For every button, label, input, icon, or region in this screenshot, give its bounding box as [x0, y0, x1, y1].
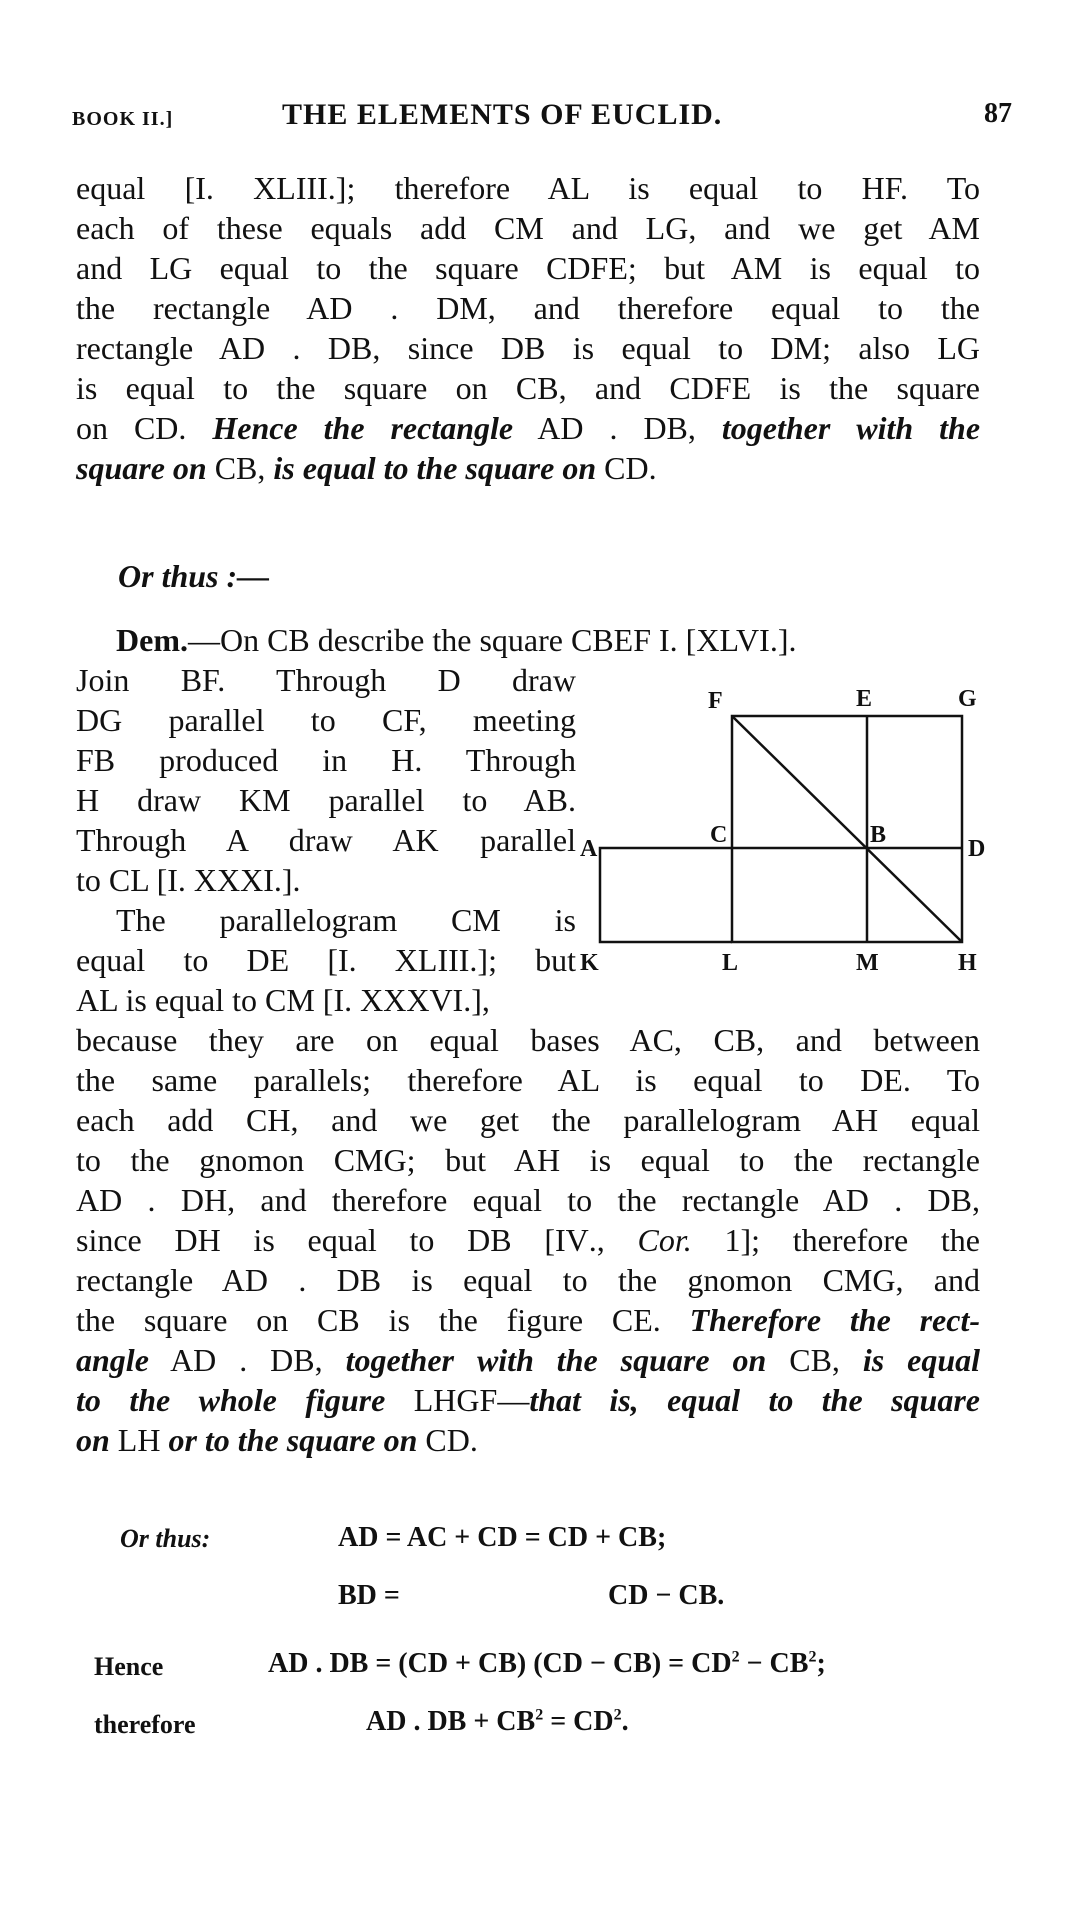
text-line: the rectangle AD . DM, and therefore equal to the — [76, 290, 980, 326]
text-line: rectangle AD . DB, since DB is equal to DM; also LG — [76, 330, 980, 366]
label-e: E — [856, 686, 873, 712]
parallelogram-ak — [600, 848, 732, 942]
text-line: the same parallels; therefore AL is equal to DE. To — [76, 1062, 980, 1098]
text-line: Join BF. Through D draw — [76, 662, 576, 698]
text-line: on LH or to the square on CD. — [76, 1422, 478, 1458]
text-line: Through A draw AK parallel — [76, 822, 576, 858]
page-number: 87 — [984, 98, 1012, 129]
text-line: angle AD . DB, together with the square on CB, is equal — [76, 1342, 981, 1378]
alg-therefore: therefore — [94, 1710, 196, 1739]
text-line: equal [I. XLIII.]; therefore AL is equal to HF. To — [76, 170, 981, 206]
text-line: to the whole figure LHGF—that is, equal to the square — [76, 1382, 981, 1418]
text-line: FB produced in H. Through — [76, 742, 576, 778]
alg-row-3: AD . DB = (CD + CB) $(CD - CB) = CD^2 - CB^2$; — [268, 1648, 826, 1679]
label-c: C — [710, 822, 728, 848]
text-line: The parallelogram CM is — [116, 902, 576, 938]
text-line: each of these equals add CM and LG, and we get AM — [76, 210, 980, 246]
label-k: K — [580, 950, 599, 976]
text-line: to the gnomon CMG; but AH is equal to the rectangle — [76, 1142, 980, 1178]
text-line: to CL [I. XXXI.]. — [76, 862, 301, 898]
alg-hence: Hence — [94, 1652, 164, 1681]
paragraph-proof-end — [76, 168, 980, 488]
geometric-figure — [580, 680, 1000, 1000]
text-line: is equal to the square on CB, and CDFE is the square — [76, 370, 980, 406]
alg-or-thus: Or thus: — [120, 1524, 211, 1553]
diagonal-fh — [732, 716, 962, 942]
alg-row-2-right: CD − CB. — [608, 1580, 725, 1611]
alg-row-2-left: BD = — [338, 1580, 400, 1611]
book-label: BOOK II.] — [72, 108, 174, 130]
section-heading: Or thus :— — [118, 558, 270, 594]
label-l: L — [722, 950, 739, 976]
figure-svg — [580, 680, 1000, 1000]
alg-row-4: AD . DB + $CB^2 = CD^2$. — [366, 1706, 629, 1737]
text-line: equal to DE [I. XLIII.]; but — [76, 942, 576, 978]
text-line: because they are on equal bases AC, CB, and between — [76, 1022, 980, 1058]
label-d: D — [968, 836, 986, 862]
text-line: AD . DH, and therefore equal to the rectangle AD . DB, — [76, 1182, 980, 1218]
text-line: the square on CB is the figure CE. Therefore the rect- — [76, 1302, 981, 1338]
text-line: H draw KM parallel to AB. — [76, 782, 576, 818]
narrow-column — [76, 660, 576, 1020]
text-line: Dem.—On CB describe the square CBEF I. [XLVI.]. — [116, 622, 797, 658]
label-f: F — [708, 688, 723, 714]
text-line: square on CB, is equal to the square on CD. — [76, 450, 657, 486]
label-a: A — [580, 836, 598, 862]
text-line: DG parallel to CF, meeting — [76, 702, 576, 738]
page-title: THE ELEMENTS OF EUCLID. — [282, 98, 723, 131]
label-m: M — [856, 950, 879, 976]
text-line: rectangle AD . DB is equal to the gnomon CMG, and — [76, 1262, 980, 1298]
running-head — [72, 98, 1012, 138]
label-h: H — [958, 950, 977, 976]
label-b: B — [870, 822, 887, 848]
text-line: AL is equal to CM [I. XXXVI.], — [76, 982, 490, 1018]
text-line: and LG equal to the square CDFE; but AM is equal to — [76, 250, 980, 286]
alg-row-1: AD = AC + CD = CD + CB; — [338, 1522, 667, 1553]
text-line: since DH is equal to DB [IV., Cor. 1]; therefore the — [76, 1222, 981, 1258]
label-g: G — [958, 686, 977, 712]
text-line: on CD. Hence the rectangle AD . DB, together with the — [76, 410, 981, 446]
text-line: each add CH, and we get the parallelogram AH equal — [76, 1102, 980, 1138]
full-column — [76, 1020, 980, 1460]
